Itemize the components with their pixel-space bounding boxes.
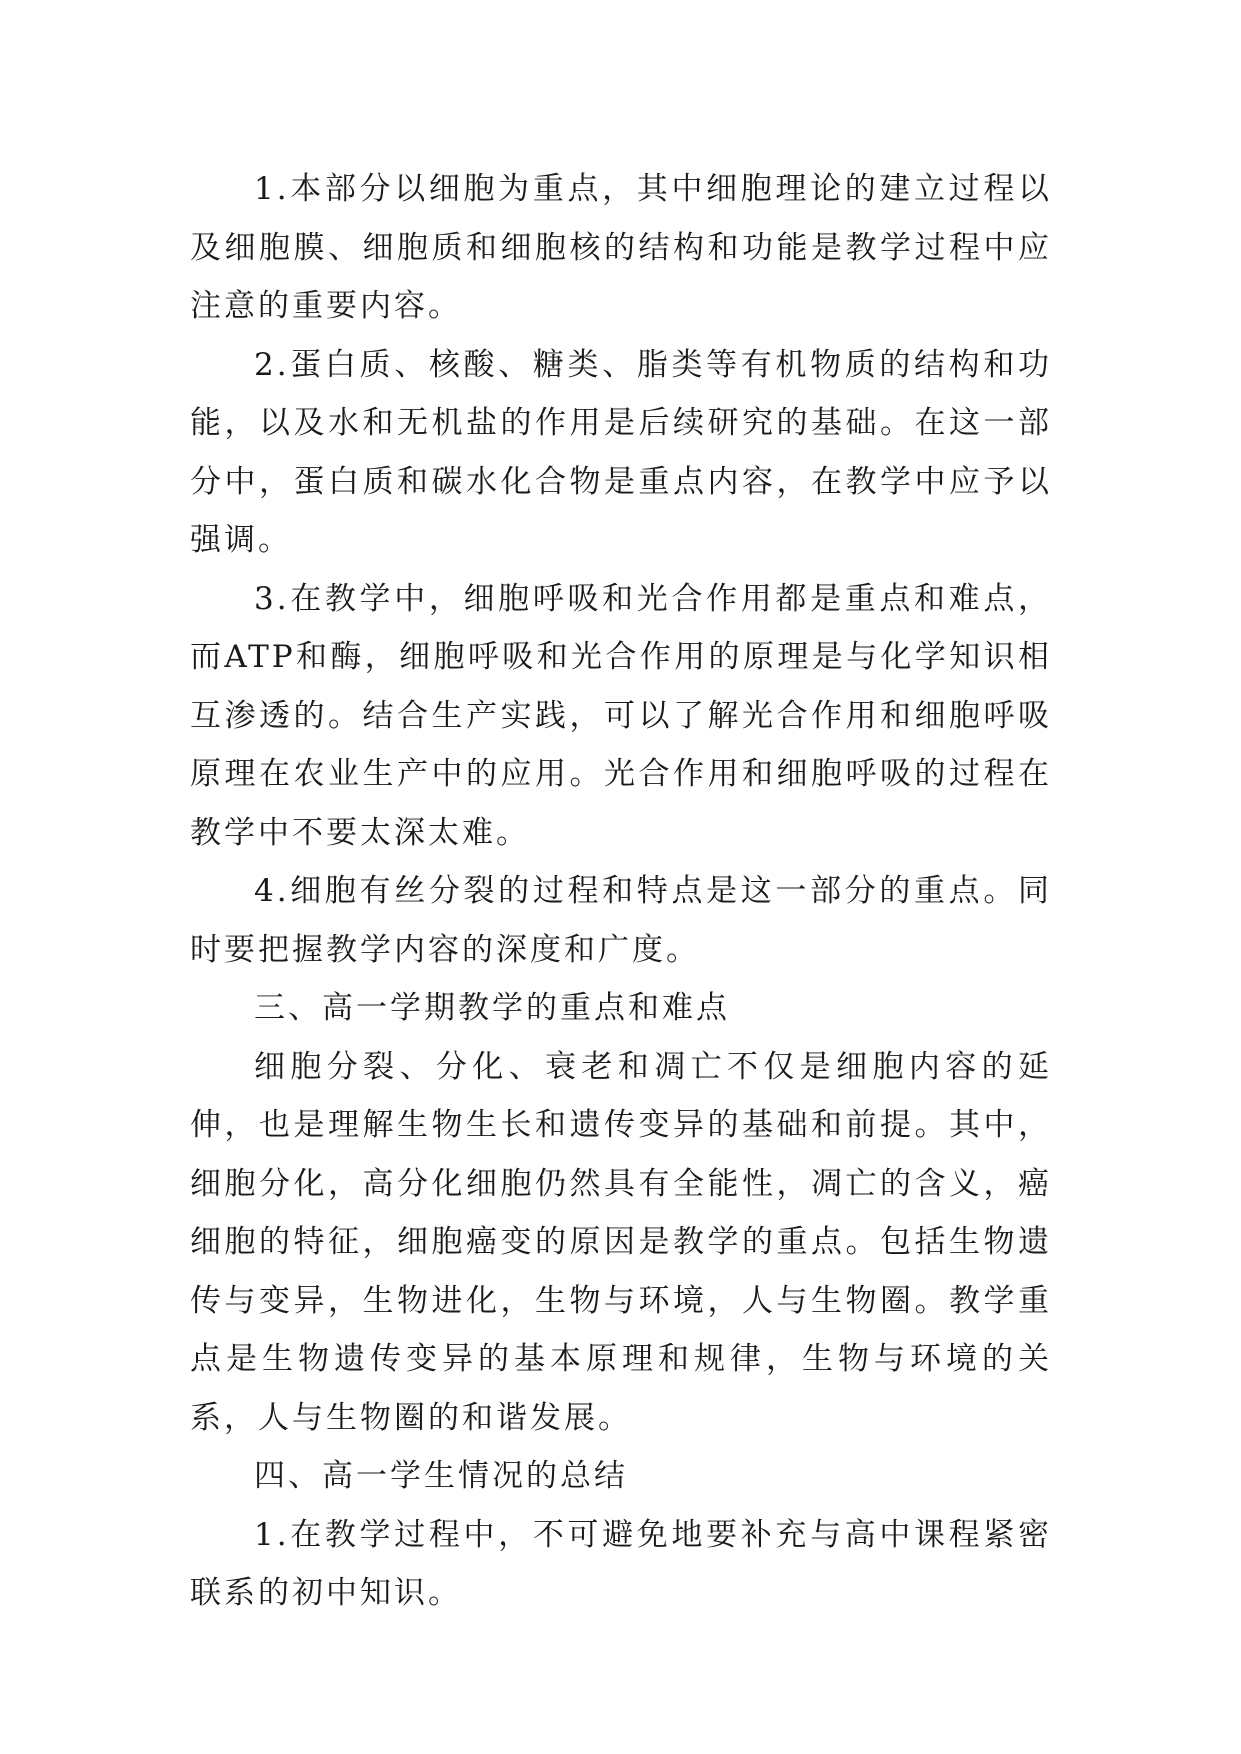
document-body <box>190 160 1052 1623</box>
paragraph-section-3-body: 细胞分裂、分化、衰老和凋亡不仅是细胞内容的延伸，也是理解生物生长和遗传变异的基础和前提。其中，细胞分化，高分化细胞仍然具有全能性，凋亡的含义，癌细胞的特征，细胞癌变的原因是教学的重点。包括生物遗传与变异，生物进化，生物与环境，人与生物圈。教学重点是生物遗传变异的基本原理和规律，生物与环境的关系，人与生物圈的和谐发展。 <box>190 1048 1052 1436</box>
paragraph-item-1: 1.本部分以细胞为重点，其中细胞理论的建立过程以及细胞膜、细胞质和细胞核的结构和功能是教学过程中应注意的重要内容。 <box>190 171 1052 324</box>
paragraph-item-4: 4.细胞有丝分裂的过程和特点是这一部分的重点。同时要把握教学内容的深度和广度。 <box>190 873 1052 968</box>
paragraph-item-3: 3.在教学中，细胞呼吸和光合作用都是重点和难点，而ATP和酶，细胞呼吸和光合作用的原理是与化学知识相互渗透的。结合生产实践，可以了解光合作用和细胞呼吸原理在农业生产中的应用。光合作用和细胞呼吸的过程在教学中不要太深太难。 <box>190 580 1052 851</box>
section-heading-4: 四、高一学生情况的总结 <box>254 1458 628 1494</box>
paragraph-item-2: 2.蛋白质、核酸、糖类、脂类等有机物质的结构和功能，以及水和无机盐的作用是后续研究的基础。在这一部分中，蛋白质和碳水化合物是重点内容，在教学中应予以强调。 <box>190 346 1052 558</box>
section-heading-3: 三、高一学期教学的重点和难点 <box>254 990 730 1026</box>
paragraph-section-4-item-1: 1.在教学过程中，不可避免地要补充与高中课程紧密联系的初中知识。 <box>190 1516 1052 1611</box>
